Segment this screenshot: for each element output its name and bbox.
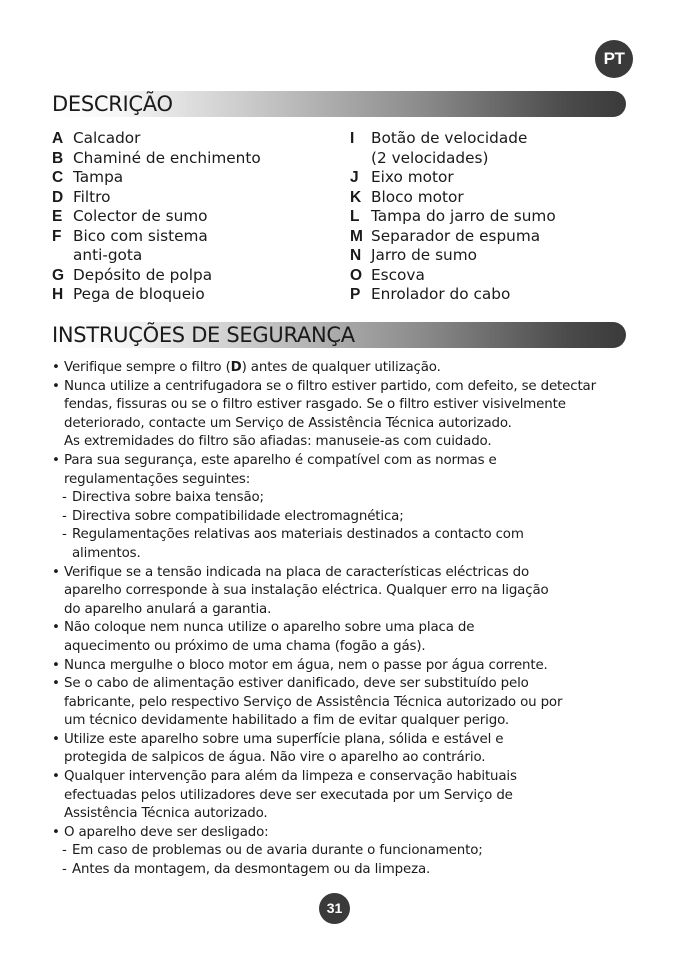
part-item-b (52, 149, 322, 169)
part-letter: E (52, 208, 63, 225)
bullet-text: Se o cabo de alimentação estiver danificado, deve ser substituído pelo fabricante, pelo respectivo Serviço de Assistência Técnica autorizado ou por um técnico devidamente habilitado a fim de evitar qualquer perigo. (64, 676, 563, 729)
language-badge: PT (595, 40, 633, 78)
subitem-text: Directiva sobre compatibilidade electromagnética; (72, 508, 404, 524)
part-label: Enrolador do cabo (371, 285, 511, 303)
bullet-marker: • (52, 731, 60, 747)
part-letter: F (52, 227, 62, 245)
part-label: Colector de sumo (73, 207, 208, 225)
part-label: Filtro (73, 187, 111, 206)
part-item-a (52, 129, 322, 149)
bullet-text: O aparelho deve ser desligado: (64, 824, 269, 840)
part-letter: C (52, 169, 64, 186)
dash-marker: - (62, 843, 67, 859)
part-letter: B (52, 149, 64, 167)
part-label: Botão de velocidade (2 velocidades) (371, 129, 528, 167)
safety-bullet-5 (52, 619, 632, 656)
part-label: Chaminé de enchimento (73, 148, 261, 167)
part-label: Jarro de sumo (371, 246, 477, 264)
safety-instructions (52, 359, 632, 880)
bullet-marker: • (52, 676, 60, 692)
part-item-l (350, 207, 640, 227)
safety-bullet-8 (52, 731, 632, 768)
part-label: Tampa (73, 168, 124, 186)
part-letter: A (52, 130, 64, 147)
part-item-o (350, 266, 640, 286)
subitem-text: Directiva sobre baixa tensão; (72, 490, 264, 506)
part-label: Tampa do jarro de sumo (371, 207, 556, 225)
part-item-k (350, 188, 640, 208)
safety-bullet-4 (52, 564, 632, 620)
part-letter: K (350, 188, 362, 206)
part-item-n (350, 246, 640, 266)
part-letter: G (52, 266, 65, 284)
part-letter: H (52, 286, 64, 303)
safety-bullet-1 (52, 359, 632, 378)
bullet-text: Nunca mergulhe o bloco motor em água, nem o passe por água corrente. (64, 657, 548, 673)
safety-bullet-9 (52, 768, 632, 824)
safety-subitem (52, 489, 632, 508)
safety-title: INSTRUÇÕES DE SEGURANÇA (52, 323, 355, 347)
dash-marker: - (62, 490, 67, 506)
part-label: Bico com sistema anti-gota (73, 226, 208, 264)
safety-bullet-2 (52, 378, 632, 452)
safety-bullet-10 (52, 824, 632, 843)
part-label: Separador de espuma (371, 226, 541, 245)
bullet-marker: • (52, 360, 60, 375)
part-item-p (350, 285, 640, 305)
parts-list-left (52, 129, 322, 305)
part-letter: M (350, 227, 363, 245)
part-label: Calcador (73, 129, 141, 147)
bullet-text: Para sua segurança, este aparelho é compatível com as normas e regulamentações seguintes: (64, 452, 497, 487)
part-label: Escova (371, 265, 425, 284)
safety-subitem (52, 842, 632, 861)
part-item-g (52, 266, 322, 286)
bullet-marker: • (52, 378, 60, 394)
part-item-e (52, 207, 322, 227)
bullet-marker: • (52, 620, 60, 636)
bullet-marker: • (52, 452, 60, 468)
part-item-j (350, 168, 640, 188)
part-letter: J (350, 169, 359, 186)
part-letter: P (350, 286, 361, 303)
description-title: DESCRIÇÃO (52, 92, 173, 116)
part-label: Pega de bloqueio (73, 285, 205, 303)
bullet-marker: • (52, 769, 60, 785)
bullet-marker: • (52, 564, 60, 580)
subitem-text: Antes da montagem, da desmontagem ou da limpeza. (72, 862, 431, 878)
bullet-marker: • (52, 657, 60, 673)
bullet-text-part: ) antes de qualquer utilização. (241, 360, 441, 375)
part-item-i (350, 129, 640, 168)
safety-subitem (52, 508, 632, 527)
part-item-h (52, 285, 322, 305)
bullet-text: Não coloque nem nunca utilize o aparelho sobre uma placa de aquecimento ou próximo de uma chama (fogão a gás). (64, 620, 475, 654)
part-letter: O (350, 266, 363, 284)
part-letter: L (350, 208, 360, 225)
part-label: Eixo motor (371, 168, 454, 186)
dash-marker: - (62, 527, 67, 543)
part-letter: I (350, 130, 355, 147)
part-item-d (52, 188, 322, 208)
part-label: Bloco motor (371, 187, 464, 206)
bullet-text: Nunca utilize a centrifugadora se o filtro estiver partido, com defeito, se detectar fendas, fissuras ou se o filtro estiver rasgado. Se o filtro estiver visivelmente deteriorado, contacte um Serviço de Assistência Técnica autorizado. As extremidades do filtro são afiadas: manuseie-as com cuidado. (64, 378, 596, 450)
part-letter: D (52, 188, 64, 206)
bullet-text-part: Verifique sempre o filtro ( (64, 360, 231, 375)
part-item-c (52, 168, 322, 188)
page-number: 31 (319, 893, 350, 924)
dash-marker: - (62, 862, 67, 878)
description-header (50, 91, 626, 117)
part-reference: D (230, 360, 242, 375)
bullet-text (64, 359, 632, 378)
part-item-f (52, 227, 322, 266)
safety-subitem (52, 861, 632, 880)
part-letter: N (350, 247, 362, 264)
dash-marker: - (62, 508, 67, 524)
safety-bullet-6 (52, 657, 632, 676)
bullet-text: Utilize este aparelho sobre uma superfície plana, sólida e estável e protegida de salpicos de água. Não vire o aparelho ao contrário. (64, 731, 504, 766)
safety-header (50, 322, 626, 348)
part-label: Depósito de polpa (73, 265, 213, 284)
subitem-text: Em caso de problemas ou de avaria durante o funcionamento; (72, 843, 483, 859)
parts-list-right (350, 129, 640, 305)
bullet-marker: • (52, 824, 60, 840)
safety-subitem (52, 526, 632, 563)
bullet-text: Verifique se a tensão indicada na placa de características eléctricas do aparelho corresponde à sua instalação eléctrica. Qualquer erro na ligação do aparelho anulará a garantia. (64, 564, 549, 617)
safety-bullet-7 (52, 675, 632, 731)
part-item-m (350, 227, 640, 247)
subitem-text: Regulamentações relativas aos materiais destinados a contacto com alimentos. (72, 527, 524, 561)
bullet-text: Qualquer intervenção para além da limpeza e conservação habituais efectuadas pelos utilizadores deve ser executada por um Serviço de Assistência Técnica autorizado. (64, 769, 517, 822)
safety-bullet-3 (52, 452, 632, 489)
